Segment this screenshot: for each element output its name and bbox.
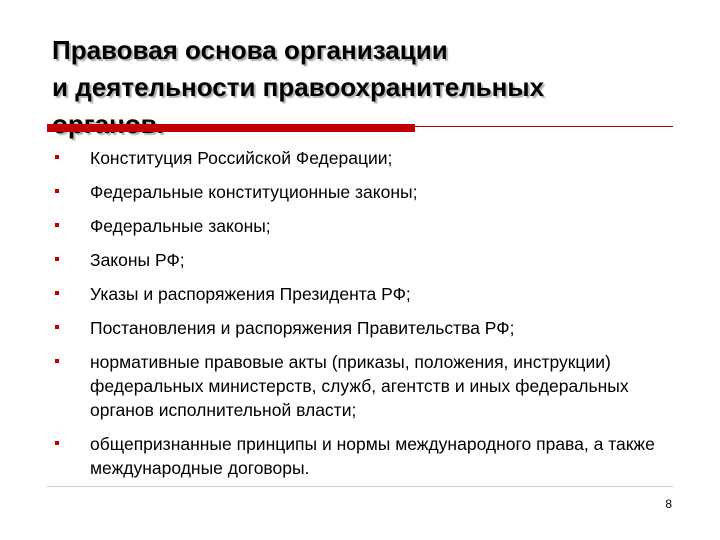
bullet-icon	[55, 325, 59, 329]
bullet-icon	[55, 223, 59, 227]
bullet-icon	[55, 441, 59, 445]
bullet-item	[55, 214, 675, 238]
bullet-text: нормативные правовые акты (приказы, положения, инструкции) федеральных министерств, служб, агентств и иных федеральных органов исполнительной власти;	[90, 352, 629, 420]
title-accent-bar	[47, 124, 415, 132]
bullet-text: Указы и распоряжения Президента РФ;	[90, 284, 411, 304]
bullet-text: Законы РФ;	[90, 250, 185, 270]
footer-rule	[47, 486, 673, 487]
bullet-item	[55, 146, 675, 170]
page-number: 8	[665, 497, 672, 511]
slide-title-line-1: Правовая основа организации	[52, 35, 448, 65]
bullet-text: общепризнанные принципы и нормы международного права, а также международные договоры.	[90, 434, 655, 478]
title-thin-rule	[415, 126, 673, 127]
bullet-text: Федеральные конституционные законы;	[90, 182, 418, 202]
bullet-item	[55, 316, 675, 340]
slide-title-line-2: и деятельности правоохранительных	[52, 72, 545, 102]
bullet-icon	[55, 359, 59, 363]
bullet-text: Федеральные законы;	[90, 216, 271, 236]
bullet-item	[55, 180, 675, 204]
bullet-icon	[55, 189, 59, 193]
bullet-text: Постановления и распоряжения Правительства РФ;	[90, 318, 515, 338]
bullet-item	[55, 432, 675, 480]
bullet-icon	[55, 291, 59, 295]
bullet-list	[55, 146, 675, 490]
bullet-icon	[55, 155, 59, 159]
bullet-icon	[55, 257, 59, 261]
bullet-text: Конституция Российской Федерации;	[90, 148, 393, 168]
bullet-item	[55, 350, 675, 422]
bullet-item	[55, 248, 675, 272]
bullet-item	[55, 282, 675, 306]
